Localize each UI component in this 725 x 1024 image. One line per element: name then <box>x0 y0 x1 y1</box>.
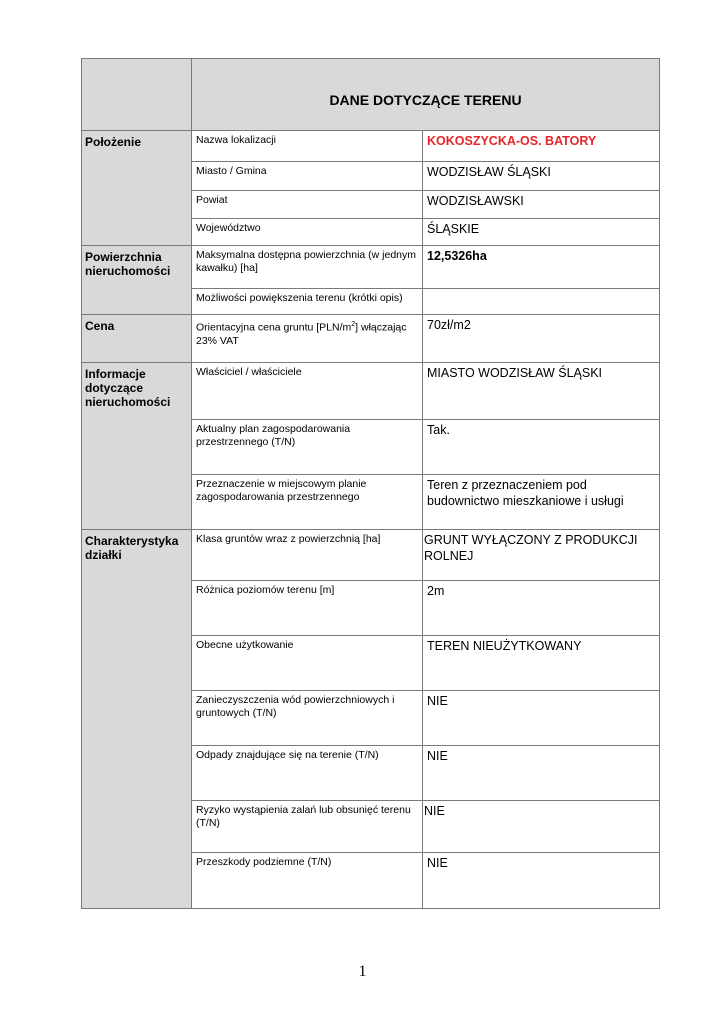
field-value: NIE <box>423 746 660 801</box>
field-value: TEREN NIEUŻYTKOWANY <box>423 636 660 691</box>
field-value: Teren z przeznaczeniem pod budownictwo mieszkaniowe i usługi <box>423 475 660 530</box>
field-value: NIE <box>423 691 660 746</box>
table-row <box>82 315 660 363</box>
field-value: KOKOSZYCKA-OS. BATORY <box>423 131 660 162</box>
label-part: ] włączając 23% VAT <box>196 321 407 347</box>
field-label: Obecne użytkowanie <box>192 636 423 691</box>
section-heading-polozenie: Położenie <box>82 131 192 246</box>
field-value: 70zł/m2 <box>423 315 660 363</box>
field-label: Właściciel / właściciele <box>192 363 423 420</box>
table-row <box>82 131 660 162</box>
field-label: Możliwości powiększenia terenu (krótki opis) <box>192 289 423 315</box>
section-heading-informacje: Informacje dotyczące nieruchomości <box>82 363 192 530</box>
field-value: NIE <box>423 801 660 853</box>
field-label: Ryzyko wystąpienia zalań lub obsunięć terenu (T/N) <box>192 801 423 853</box>
section-heading-charakterystyka: Charakterystyka działki <box>82 530 192 909</box>
field-value: Tak. <box>423 420 660 475</box>
field-label: Nazwa lokalizacji <box>192 131 423 162</box>
section-heading-powierzchnia: Powierzchnia nieruchomości <box>82 246 192 315</box>
field-value: MIASTO WODZISŁAW ŚLĄSKI <box>423 363 660 420</box>
page-number: 1 <box>358 963 367 980</box>
field-value: NIE <box>423 853 660 909</box>
field-label: Różnica poziomów terenu [m] <box>192 581 423 636</box>
table-row <box>82 363 660 420</box>
table-row <box>82 530 660 581</box>
field-label: Przeznaczenie w miejscowym planie zagospodarowania przestrzennego <box>192 475 423 530</box>
page-title: DANE DOTYCZĄCE TERENU <box>329 91 522 108</box>
field-label: Odpady znajdujące się na terenie (T/N) <box>192 746 423 801</box>
label-superscript: 2 <box>351 321 356 328</box>
field-value: 12,5326ha <box>423 246 660 289</box>
field-label: Przeszkody podziemne (T/N) <box>192 853 423 909</box>
field-label: Aktualny plan zagospodarowania przestrzennego (T/N) <box>192 420 423 475</box>
table-row <box>82 246 660 289</box>
title-cell <box>192 59 660 131</box>
field-value: ŚLĄSKIE <box>423 219 660 246</box>
field-value: 2m <box>423 581 660 636</box>
field-label: Miasto / Gmina <box>192 162 423 191</box>
field-label: Województwo <box>192 219 423 246</box>
field-label: Maksymalna dostępna powierzchnia (w jednym kawałku) [ha] <box>192 246 423 289</box>
field-label: Klasa gruntów wraz z powierzchnią [ha] <box>192 530 423 581</box>
field-value: WODZISŁAW ŚLĄSKI <box>423 162 660 191</box>
title-left-cell <box>82 59 192 131</box>
field-label: Powiat <box>192 191 423 219</box>
field-value <box>423 289 660 315</box>
field-label <box>192 315 423 363</box>
section-heading-cena: Cena <box>82 315 192 363</box>
label-part: Orientacyjna cena gruntu [PLN/m <box>196 321 352 334</box>
field-value: GRUNT WYŁĄCZONY Z PRODUKCJI ROLNEJ <box>423 530 660 581</box>
field-value: WODZISŁAWSKI <box>423 191 660 219</box>
site-data-table <box>81 58 660 909</box>
title-row <box>82 59 660 131</box>
field-label: Zanieczyszczenia wód powierzchniowych i gruntowych (T/N) <box>192 691 423 746</box>
